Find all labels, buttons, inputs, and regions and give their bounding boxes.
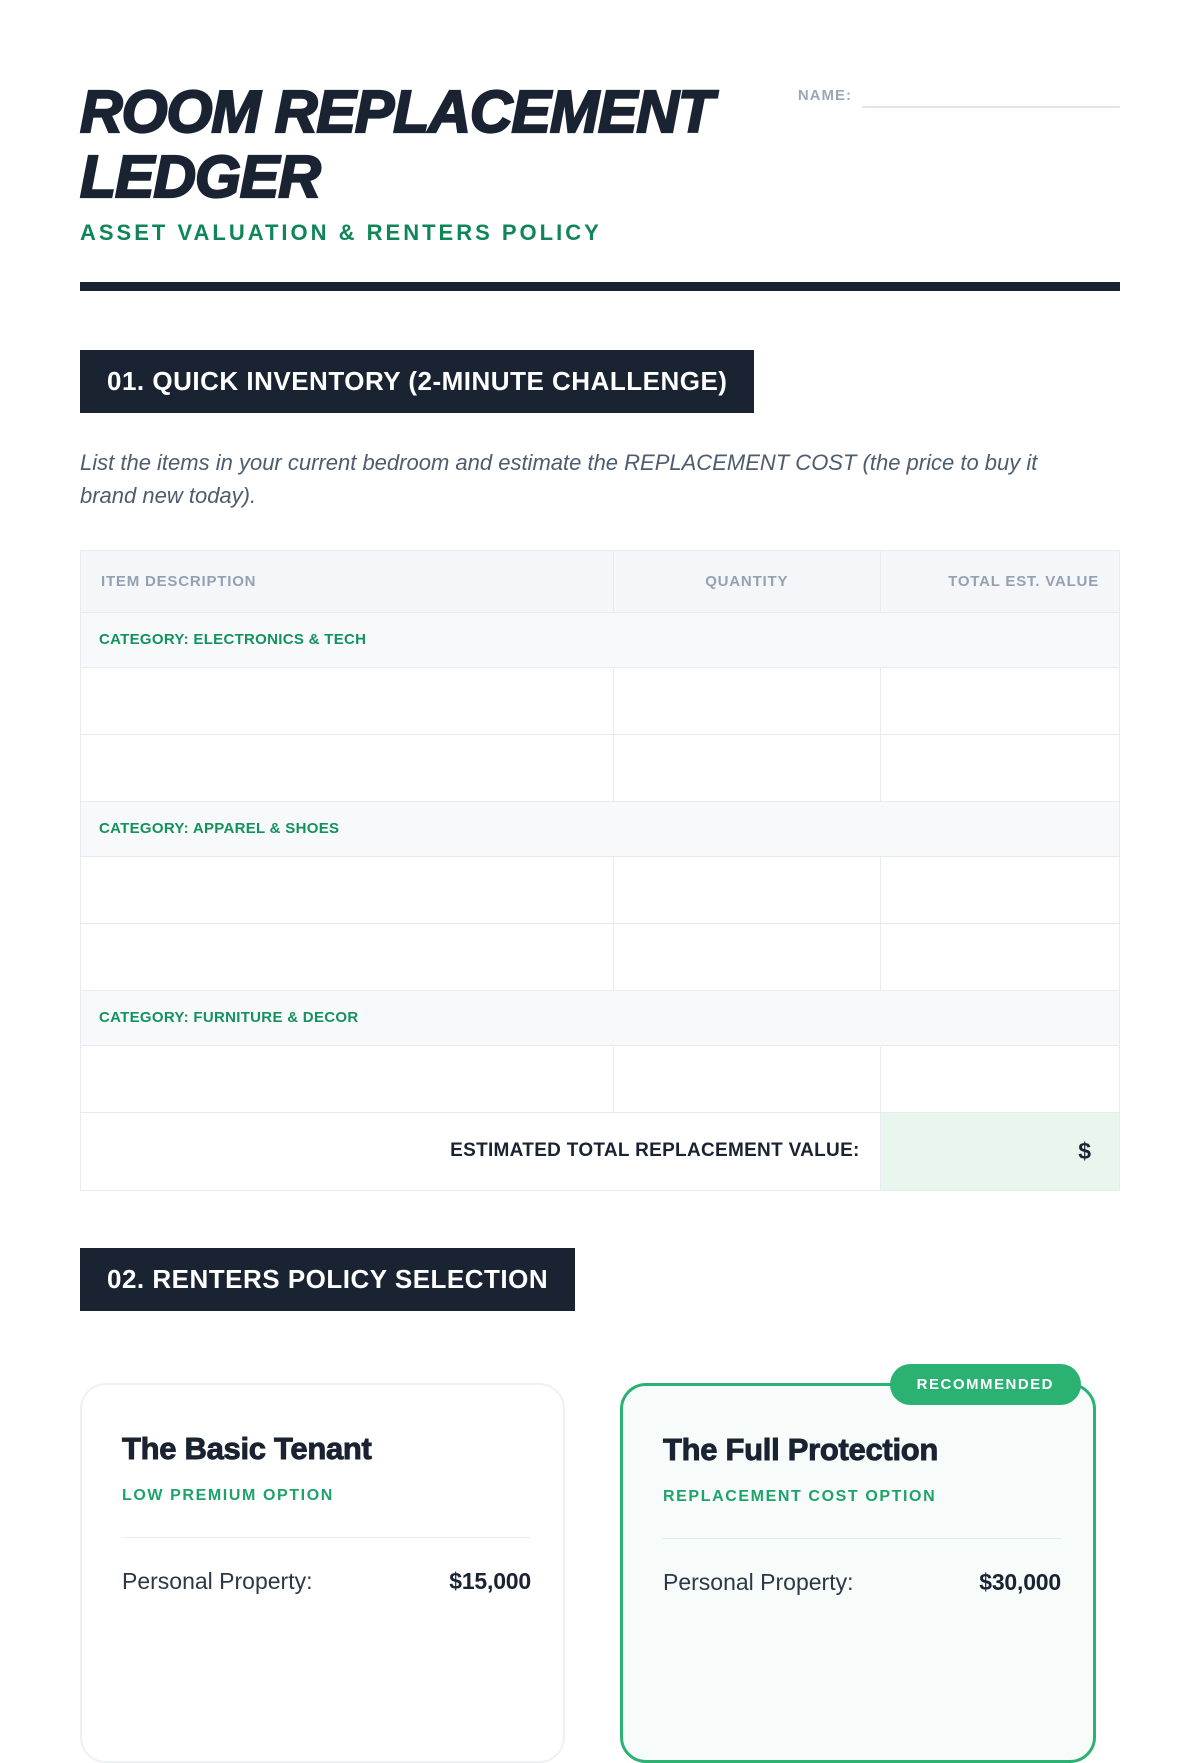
table-header-row	[81, 550, 1120, 612]
inventory-value-cell[interactable]	[880, 667, 1119, 734]
total-row	[81, 1112, 1120, 1190]
card-divider	[122, 1537, 531, 1538]
card-tagline-full: REPLACEMENT COST OPTION	[663, 1487, 937, 1505]
inventory-value-cell[interactable]	[880, 734, 1119, 801]
section-01-heading: 01. QUICK INVENTORY (2-MINUTE CHALLENGE)	[80, 350, 754, 413]
recommended-badge: RECOMMENDED	[890, 1364, 1081, 1405]
category-label-electronics: CATEGORY: ELECTRONICS & TECH	[81, 612, 1120, 667]
card-row-personal-property	[663, 1569, 1061, 1596]
section-02-heading: 02. RENTERS POLICY SELECTION	[80, 1248, 575, 1311]
page-title-line1: ROOM REPLACEMENT	[80, 79, 713, 145]
inventory-value-cell[interactable]	[880, 856, 1119, 923]
inventory-table	[80, 550, 1120, 1191]
name-field	[798, 86, 1120, 108]
table-row	[81, 856, 1120, 923]
name-input-line[interactable]	[862, 86, 1120, 108]
inventory-quantity-cell[interactable]	[613, 667, 880, 734]
category-label-furniture: CATEGORY: FURNITURE & DECOR	[81, 990, 1120, 1045]
estimated-total-label: ESTIMATED TOTAL REPLACEMENT VALUE:	[81, 1112, 881, 1190]
name-label: NAME:	[797, 87, 852, 104]
estimated-total-value-cell[interactable]: $	[880, 1112, 1119, 1190]
category-row-apparel	[81, 801, 1120, 856]
inventory-value-cell[interactable]	[880, 923, 1119, 990]
table-row	[81, 734, 1120, 801]
personal-property-label: Personal Property:	[663, 1568, 854, 1595]
policy-cards	[80, 1375, 1120, 1763]
inventory-quantity-cell[interactable]	[613, 923, 880, 990]
page-title-line2: LEDGER	[80, 143, 320, 210]
inventory-item-cell[interactable]	[81, 1045, 614, 1112]
personal-property-value: $30,000	[979, 1568, 1061, 1595]
column-header-item-description: ITEM DESCRIPTION	[81, 550, 614, 612]
page-title	[80, 80, 713, 210]
card-divider	[663, 1538, 1061, 1539]
inventory-quantity-cell[interactable]	[613, 1045, 880, 1112]
policy-card-basic-tenant[interactable]	[80, 1383, 565, 1763]
page-subtitle: ASSET VALUATION & RENTERS POLICY	[80, 219, 602, 245]
card-title-full: The Full Protection	[663, 1431, 939, 1467]
inventory-quantity-cell[interactable]	[613, 856, 880, 923]
inventory-item-cell[interactable]	[81, 667, 614, 734]
personal-property-label: Personal Property:	[122, 1567, 313, 1594]
inventory-quantity-cell[interactable]	[613, 734, 880, 801]
section-01-instructions: List the items in your current bedroom and estimate the REPLACEMENT COST (the price to buy it brand new today).	[80, 449, 1038, 508]
table-row	[81, 667, 1120, 734]
inventory-value-cell[interactable]	[880, 1045, 1119, 1112]
column-header-quantity: QUANTITY	[613, 550, 880, 612]
card-row-personal-property	[122, 1568, 531, 1595]
policy-card-full-protection[interactable]	[620, 1375, 1096, 1763]
inventory-item-cell[interactable]	[81, 734, 614, 801]
header	[80, 80, 1120, 246]
column-header-total-est-value: TOTAL EST. VALUE	[880, 550, 1119, 612]
category-row-electronics	[81, 612, 1120, 667]
personal-property-value: $15,000	[449, 1567, 531, 1594]
category-row-furniture	[81, 990, 1120, 1045]
inventory-item-cell[interactable]	[81, 923, 614, 990]
table-row	[81, 1045, 1120, 1112]
card-tagline-basic: LOW PREMIUM OPTION	[122, 1486, 334, 1504]
card-title-basic: The Basic Tenant	[122, 1430, 372, 1466]
inventory-item-cell[interactable]	[81, 856, 614, 923]
header-divider	[80, 282, 1120, 291]
category-label-apparel: CATEGORY: APPAREL & SHOES	[81, 801, 1120, 856]
table-row	[81, 923, 1120, 990]
